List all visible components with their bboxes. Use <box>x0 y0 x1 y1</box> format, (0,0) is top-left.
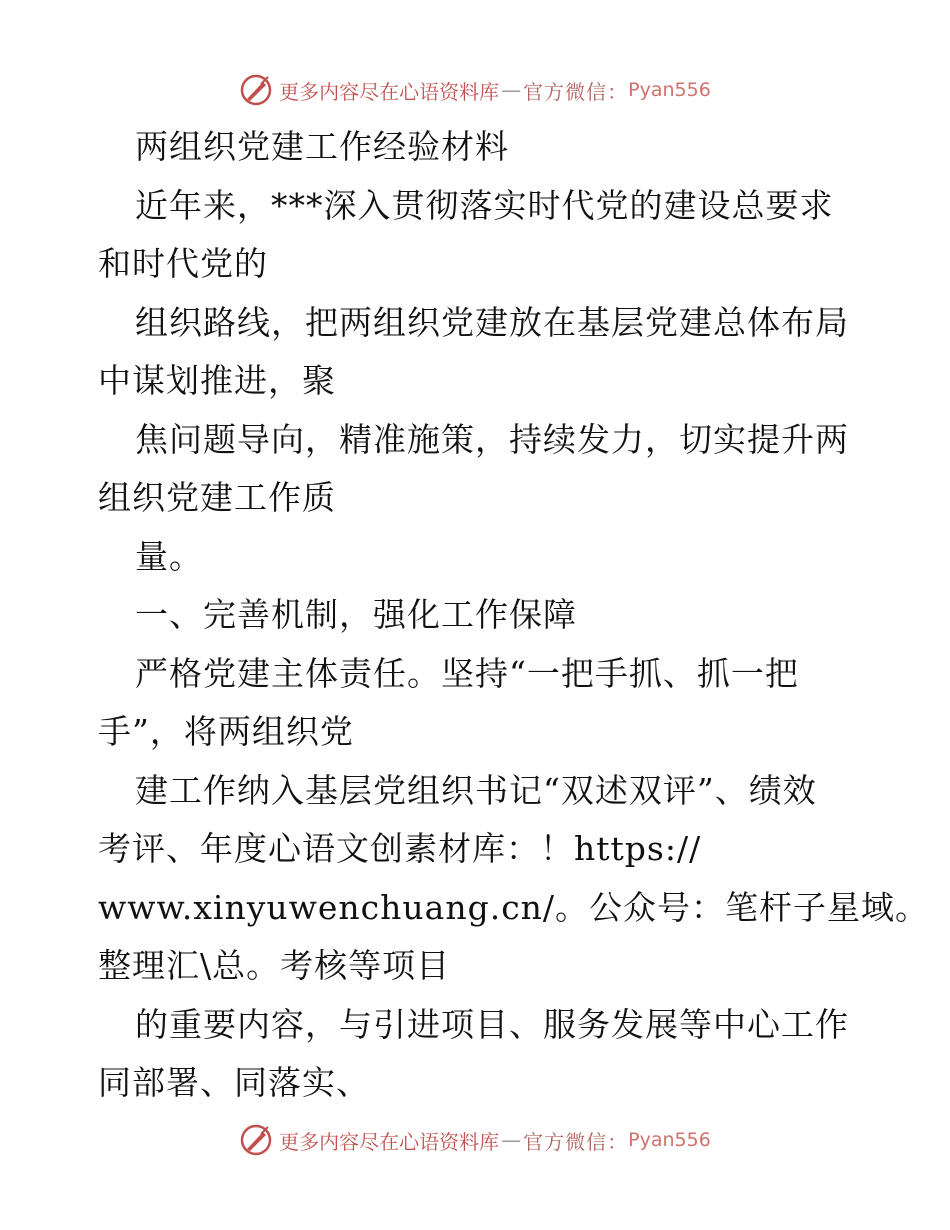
document-title: 两组织党建工作经验材料 <box>135 127 509 166</box>
paragraph-line: 整理汇\总。考核等项目 <box>98 946 451 985</box>
banner-dash: — <box>501 1128 522 1152</box>
quill-logo-icon <box>239 73 273 107</box>
paragraph-line: 焦问题导向，精准施策，持续发力，切实提升两 <box>135 419 849 459</box>
banner-account: Pyan556 <box>628 79 711 101</box>
quill-logo-icon <box>239 1123 273 1157</box>
paragraph-line: 建工作纳入基层党组织书记“双述双评”、绩效 <box>135 770 817 810</box>
header-watermark-banner <box>0 70 950 110</box>
paragraph-line: 组织路线，把两组织党建放在基层党建总体布局 <box>135 302 849 342</box>
paragraph-line: 量。 <box>135 536 203 576</box>
section-heading: 一、完善机制，强化工作保障 <box>135 595 577 634</box>
paragraph-line: 中谋划推进，聚 <box>98 361 336 400</box>
document-body <box>98 118 930 1113</box>
paragraph-line: 手”，将两组织党 <box>98 712 354 751</box>
paragraph-line: www.xinyuwenchuang.cn/。公众号：笔杆子星域。 <box>98 887 930 927</box>
paragraph-line: 考评、年度心语文创素材库：！https:// <box>98 829 702 868</box>
banner-dash: — <box>501 78 522 102</box>
banner-slogan: 更多内容尽在心语资料库 <box>279 79 500 104</box>
paragraph-line: 近年来，***深入贯彻落实时代党的建设总要求 <box>135 185 834 225</box>
banner-wechat-label: 官方微信： <box>523 79 629 104</box>
banner-wechat-label: 官方微信： <box>523 1129 629 1154</box>
paragraph-line: 和时代党的 <box>98 244 268 283</box>
banner-account: Pyan556 <box>628 1129 711 1151</box>
paragraph-line: 的重要内容，与引进项目、服务发展等中心工作 <box>135 1004 849 1044</box>
banner-slogan: 更多内容尽在心语资料库 <box>279 1129 500 1154</box>
paragraph-line: 同部署、同落实、 <box>98 1063 370 1102</box>
footer-watermark-banner <box>0 1120 950 1160</box>
paragraph-line: 严格党建主体责任。坚持“一把手抓、抓一把 <box>135 653 799 693</box>
paragraph-line: 组织党建工作质 <box>98 478 336 517</box>
